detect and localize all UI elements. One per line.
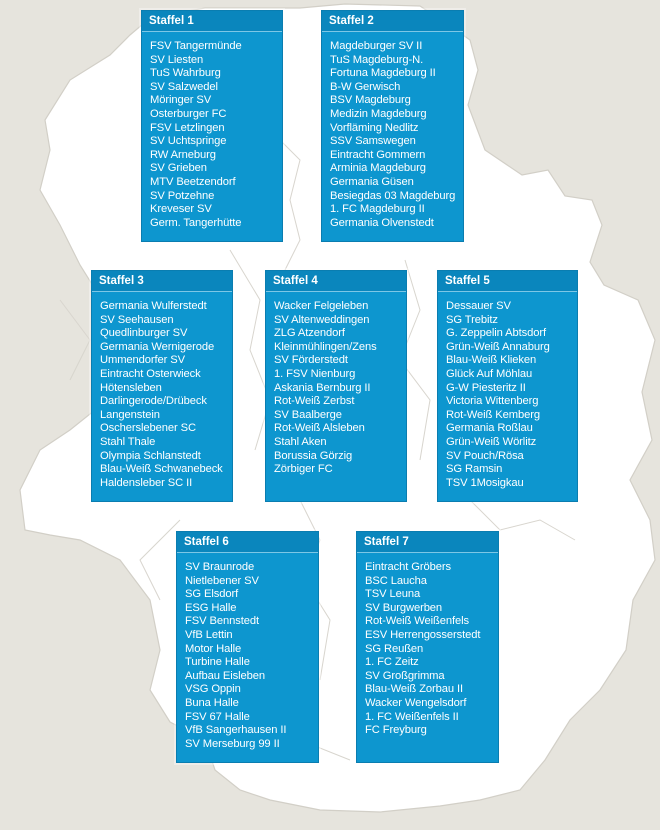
staffel-5-box: [437, 270, 578, 502]
team-item: SV Grieben: [150, 162, 207, 175]
team-item: Victoria Wittenberg: [446, 395, 539, 408]
team-item: SV Förderstedt: [274, 354, 348, 367]
team-item: 1. FC Weißenfels II: [365, 710, 459, 723]
team-item: Fortuna Magdeburg II: [330, 67, 436, 80]
team-item: SV Burgwerben: [365, 601, 443, 614]
team-item: FSV Letzlingen: [150, 121, 225, 134]
team-item: SV Liesten: [150, 53, 204, 66]
team-item: 1. FSV Nienburg: [274, 367, 356, 380]
staffel-header: Staffel 5: [438, 271, 577, 292]
team-item: Möringer SV: [150, 94, 212, 107]
team-item: SV Altenweddingen: [274, 313, 370, 326]
team-list: [438, 292, 577, 490]
team-item: B-W Gerwisch: [330, 80, 401, 93]
team-item: Ummendorfer SV: [100, 354, 186, 367]
team-item: Zörbiger FC: [274, 463, 333, 476]
team-list: [266, 292, 406, 477]
team-item: Arminia Magdeburg: [330, 162, 426, 175]
staffel-header: Staffel 7: [357, 532, 498, 553]
team-item: SV Merseburg 99 II: [185, 737, 280, 750]
team-item: 1. FC Magdeburg II: [330, 203, 425, 216]
team-item: Hötensleben: [100, 381, 162, 394]
team-item: Oscherslebener SC: [100, 422, 196, 435]
team-item: SV Salzwedel: [150, 80, 218, 93]
team-item: Eintracht Gröbers: [365, 561, 451, 573]
team-item: SG Elsdorf: [185, 588, 239, 601]
team-item: Quedlinburger SV: [100, 327, 188, 340]
team-item: Germania Wulferstedt: [100, 300, 207, 312]
team-list: [92, 292, 232, 490]
team-item: Germania Güsen: [330, 175, 414, 188]
team-item: Rot-Weiß Zerbst: [274, 395, 355, 408]
team-item: Blau-Weiß Schwanebeck: [100, 463, 223, 476]
team-item: Stahl Aken: [274, 435, 327, 448]
team-item: SV Großgrimma: [365, 669, 445, 682]
team-item: Eintracht Osterwieck: [100, 367, 201, 380]
team-item: ESG Halle: [185, 601, 237, 614]
team-item: VfB Sangerhausen II: [185, 724, 287, 737]
staffel-4-box: [265, 270, 407, 502]
team-item: Motor Halle: [185, 642, 242, 655]
team-item: Rot-Weiß Alsleben: [274, 422, 365, 435]
team-item: SV Seehausen: [100, 313, 174, 326]
team-item: TSV Leuna: [365, 588, 421, 601]
team-item: Buna Halle: [185, 696, 239, 709]
team-item: Germania Olvenstedt: [330, 216, 434, 229]
team-item: Wacker Felgeleben: [274, 300, 369, 312]
team-item: Glück Auf Möhlau: [446, 367, 533, 380]
team-item: Vorfläming Nedlitz: [330, 121, 419, 134]
team-item: Turbine Halle: [185, 656, 250, 669]
team-item: Blau-Weiß Zorbau II: [365, 683, 463, 696]
team-item: VfB Lettin: [185, 628, 233, 641]
team-item: Darlingerode/Drübeck: [100, 395, 207, 408]
team-item: BSC Laucha: [365, 574, 427, 587]
team-item: Grün-Weiß Annaburg: [446, 340, 550, 353]
team-item: MTV Beetzendorf: [150, 175, 236, 188]
team-item: Nietlebener SV: [185, 574, 259, 587]
team-item: TSV 1Mosigkau: [446, 476, 524, 489]
team-item: Germania Roßlau: [446, 422, 533, 435]
staffel-7-box: [356, 531, 499, 763]
team-item: Wacker Wengelsdorf: [365, 696, 467, 709]
team-item: TuS Magdeburg-N.: [330, 53, 424, 66]
team-item: ZLG Atzendorf: [274, 327, 345, 340]
staffel-header: Staffel 2: [322, 11, 463, 32]
team-item: Eintracht Gommern: [330, 148, 426, 161]
team-item: Aufbau Eisleben: [185, 669, 265, 682]
staffel-3-box: [91, 270, 233, 502]
team-item: SV Pouch/Rösa: [446, 449, 524, 462]
team-item: SG Trebitz: [446, 313, 498, 326]
team-item: 1. FC Zeitz: [365, 656, 419, 669]
team-item: Besiegdas 03 Magdeburg: [330, 189, 456, 202]
team-list: [177, 553, 318, 751]
team-item: Rot-Weiß Kemberg: [446, 408, 540, 421]
team-item: Olympia Schlanstedt: [100, 449, 201, 462]
staffel-header: Staffel 1: [142, 11, 282, 32]
team-item: Blau-Weiß Klieken: [446, 354, 537, 367]
team-item: Rot-Weiß Weißenfels: [365, 615, 469, 628]
team-item: Langenstein: [100, 408, 160, 421]
staffel-header: Staffel 4: [266, 271, 406, 292]
team-item: Magdeburger SV II: [330, 40, 423, 52]
team-item: Germania Wernigerode: [100, 340, 215, 353]
team-item: VSG Oppin: [185, 683, 241, 696]
team-item: RW Arneburg: [150, 148, 216, 161]
team-item: FC Freyburg: [365, 724, 427, 737]
team-item: SV Baalberge: [274, 408, 342, 421]
team-item: FSV 67 Halle: [185, 710, 250, 723]
team-item: SSV Samswegen: [330, 135, 416, 148]
team-item: FSV Tangermünde: [150, 40, 242, 52]
team-item: ESV Herrengosserstedt: [365, 628, 481, 641]
team-list: [357, 553, 498, 738]
team-item: Osterburger FC: [150, 107, 227, 120]
team-item: SG Reußen: [365, 642, 424, 655]
team-item: Grün-Weiß Wörlitz: [446, 435, 537, 448]
staffel-6-box: [176, 531, 319, 763]
team-item: Haldensleber SC II: [100, 476, 193, 489]
staffel-2-box: [321, 10, 464, 242]
team-list: [322, 32, 463, 230]
team-item: Dessauer SV: [446, 300, 511, 312]
team-item: G. Zeppelin Abtsdorf: [446, 327, 546, 340]
staffel-header: Staffel 3: [92, 271, 232, 292]
team-item: FSV Bennstedt: [185, 615, 259, 628]
team-item: SV Braunrode: [185, 561, 255, 573]
team-item: Germ. Tangerhütte: [150, 216, 242, 229]
team-item: TuS Wahrburg: [150, 67, 221, 80]
team-list: [142, 32, 282, 230]
team-item: SV Potzehne: [150, 189, 215, 202]
team-item: G-W Piesteritz II: [446, 381, 526, 394]
team-item: Kreveser SV: [150, 203, 212, 216]
team-item: Askania Bernburg II: [274, 381, 371, 394]
team-item: Borussia Görzig: [274, 449, 353, 462]
staffel-1-box: [141, 10, 283, 242]
team-item: SV Uchtspringe: [150, 135, 227, 148]
team-item: Stahl Thale: [100, 435, 156, 448]
team-item: BSV Magdeburg: [330, 94, 411, 107]
team-item: SG Ramsin: [446, 463, 503, 476]
team-item: Medizin Magdeburg: [330, 107, 427, 120]
staffel-header: Staffel 6: [177, 532, 318, 553]
team-item: Kleinmühlingen/Zens: [274, 340, 377, 353]
